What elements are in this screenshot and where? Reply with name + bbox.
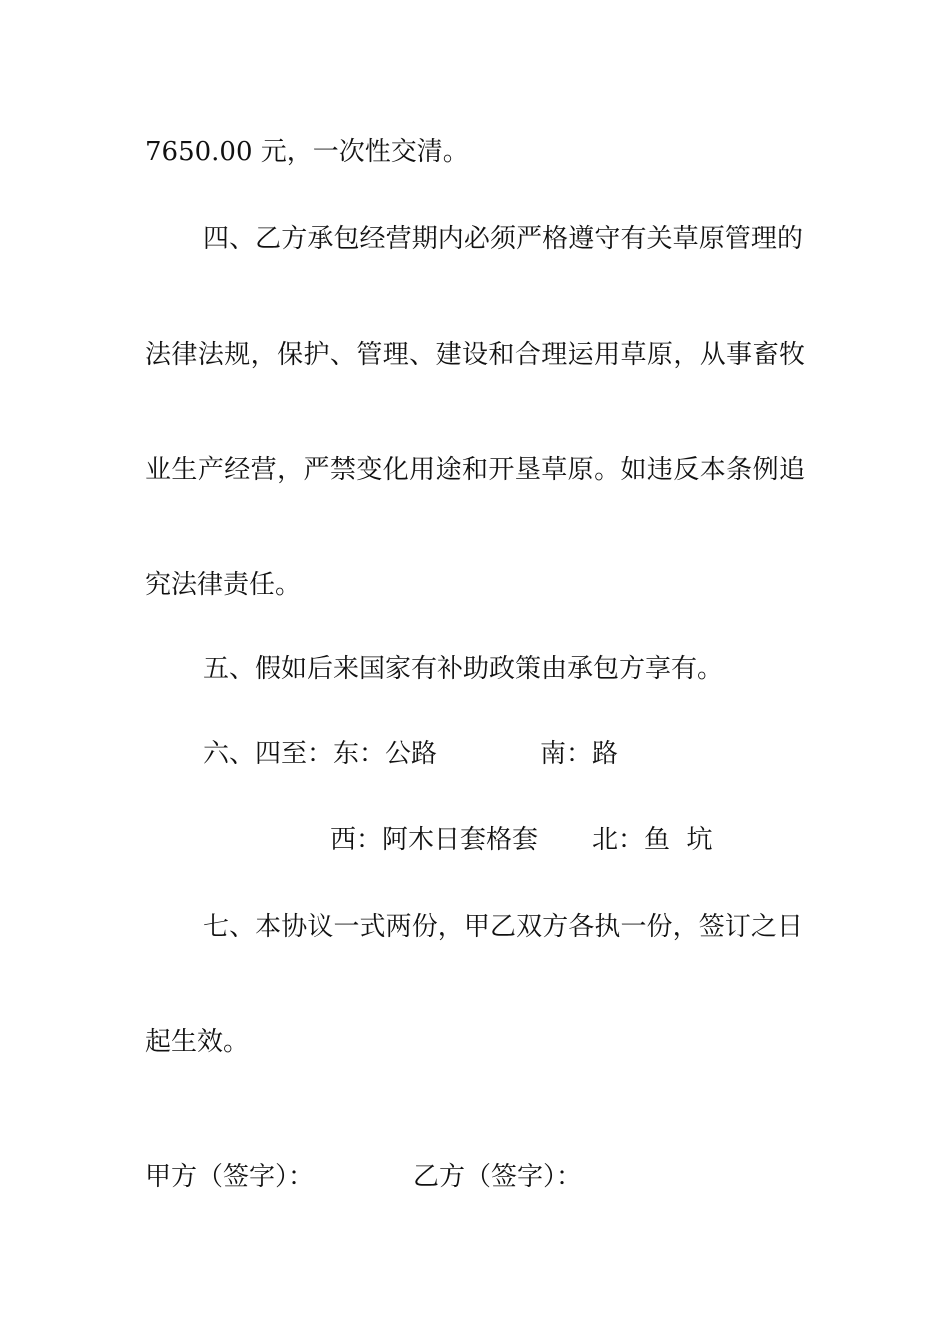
clause-4-line-4: 究法律责任。 (145, 570, 302, 600)
boundary-west: 西：阿木日套格套 (330, 825, 539, 855)
clause-5: 五、假如后来国家有补助政策由承包方享有。 (203, 654, 724, 684)
clause-7-line-1: 七、本协议一式两份，甲乙双方各执一份，签订之日 (203, 912, 803, 942)
boundary-south: 南：路 (540, 739, 619, 769)
signature-party-a: 甲方（签字）： (145, 1162, 315, 1192)
signature-party-b: 乙方（签字）： (413, 1162, 583, 1192)
payment-line: 7650.00 元，一次性交清。 (145, 137, 469, 167)
boundaries-label: 六、四至： (203, 739, 334, 769)
clause-7-line-2: 起生效。 (145, 1027, 250, 1057)
clause-4-line-1: 四、乙方承包经营期内必须严格遵守有关草原管理的 (203, 224, 803, 254)
clause-4-line-2: 法律法规，保护、管理、建设和合理运用草原，从事畜牧 (145, 340, 805, 370)
boundary-north: 北：鱼 坑 (592, 825, 713, 855)
clause-4-line-3: 业生产经营，严禁变化用途和开垦草原。如违反本条例追 (145, 455, 805, 485)
boundary-east: 东：公路 (333, 739, 438, 769)
